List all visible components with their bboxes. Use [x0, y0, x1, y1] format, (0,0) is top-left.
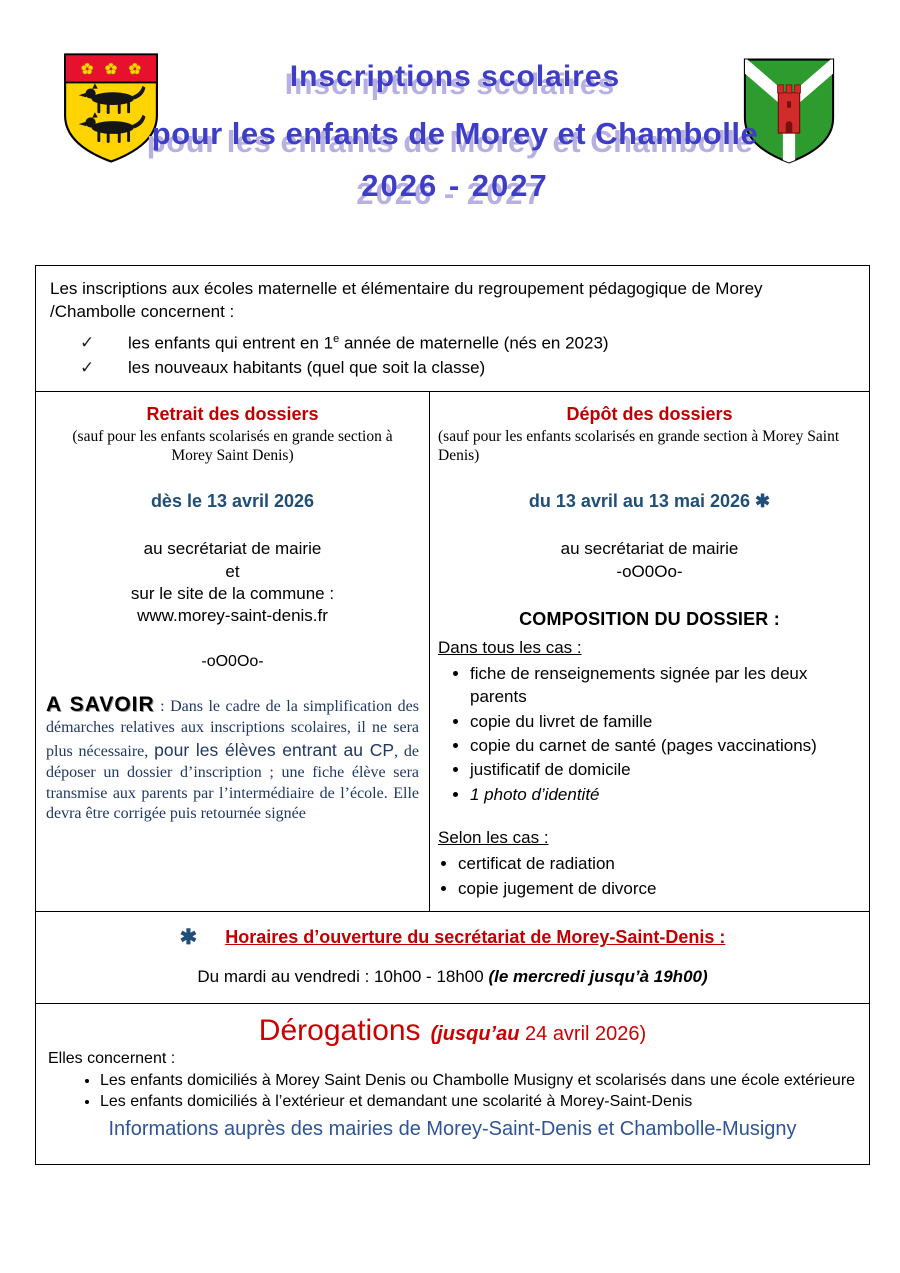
superscript-e: e: [333, 332, 340, 345]
retrait-heading: Retrait des dossiers: [146, 403, 319, 424]
retrait-date: dès le 13 avril 2026: [150, 491, 315, 512]
list-item: • 1 photo d’identité: [470, 783, 861, 806]
document-title: [150, 60, 760, 204]
retrait-column: [36, 392, 430, 912]
composition-heading: COMPOSITION DU DOSSIER :: [519, 608, 780, 629]
morey-coat-of-arms: [60, 50, 162, 171]
derogations-title: Dérogations: [258, 1014, 421, 1048]
title-line-1: Inscriptions scolaires: [289, 60, 621, 93]
derogations-deadline-date: 24 avril 2026): [519, 1023, 647, 1046]
horaires-times: [46, 967, 859, 987]
dossiers-section: [36, 392, 869, 913]
a-savoir-label: A SAVOIR: [46, 692, 155, 716]
title-line-3: 2026 - 2027: [361, 168, 549, 203]
list-item: • copie du livret de famille: [470, 710, 861, 733]
website-url: www.morey-saint-denis.fr: [137, 605, 328, 625]
horaires-times-note: (le mercredi jusqu’à 19h00): [488, 967, 708, 987]
horaires-heading: Horaires d’ouverture du secrétariat de Morey-Saint-Denis :: [225, 927, 726, 948]
depot-date: [438, 491, 861, 512]
intro-text: Les inscriptions aux écoles maternelle et élémentaire du regroupement pédagogique de Morey /Chambolle concernent :: [50, 279, 763, 321]
intro-section: [36, 266, 869, 392]
horaires-times-normal: Du mardi au vendredi : 10h00 - 18h00: [197, 967, 489, 987]
a-savoir-text-1: Dans le cadre de la simplification des démarches relatives aux inscriptions scolaires, il ne sera plus nécessaire,: [46, 697, 419, 760]
list-item: • certificat de radiation: [458, 852, 861, 875]
retrait-place: [42, 538, 423, 626]
intro-item-1-text: [128, 332, 829, 355]
title-line-2: pour les enfants de Morey et Chambolle: [151, 116, 759, 151]
red-tower: [778, 85, 801, 133]
some-cases-list: [438, 852, 861, 900]
depot-column: [430, 392, 869, 912]
derogations-section: [36, 1004, 869, 1164]
retrait-place-line1: au secrétariat de mairie: [143, 539, 322, 559]
list-item: • Les enfants domiciliés à Morey Saint Denis ou Chambolle Musigny et scolarisés dans une école extérieure: [100, 1070, 861, 1091]
a-savoir-colon: :: [154, 697, 171, 715]
derogations-title-row: [44, 1014, 861, 1048]
all-cases-label: Dans tous les cas :: [438, 637, 582, 657]
ornament-divider: -oO0Oo-: [201, 652, 264, 670]
asterisk-icon: ✱: [755, 491, 771, 512]
depot-place: [438, 538, 861, 582]
a-savoir-text-2: , de déposer un dossier d’inscription ; une fiche élève sera transmise aux parents par l’intermédiaire de l’école. Elle devra être corrigée puis retournée signée: [46, 742, 419, 823]
list-item: • fiche de renseignements signée par les deux parents: [470, 662, 861, 709]
a-savoir-paragraph: [46, 691, 419, 825]
depot-place-line: au secrétariat de mairie: [560, 539, 739, 559]
list-item: • copie jugement de divorce: [458, 877, 861, 900]
intro-item-1-post: année de maternelle (nés en 2023): [339, 333, 609, 353]
derogations-deadline-italic: (jusqu’au: [430, 1023, 520, 1046]
derogations-lead: Elles concernent :: [48, 1050, 176, 1068]
retrait-place-line2: et: [225, 561, 240, 581]
check-icon: ✓: [80, 357, 95, 377]
morey-coat-of-arms-image: [60, 50, 162, 166]
retrait-place-line3: sur le site de la commune :: [130, 583, 335, 603]
cp-highlight-text: pour les élèves entrant au CP: [154, 739, 395, 760]
check-icon: ✓: [80, 332, 95, 352]
retrait-subnote: (sauf pour les enfants scolarisés en grande section à Morey Saint Denis): [72, 427, 393, 465]
intro-item-1-pre: les enfants qui entrent en 1: [128, 333, 334, 353]
all-cases-list: [438, 662, 861, 807]
intro-item-1: [50, 332, 829, 355]
list-item: • justificatif de domicile: [470, 758, 861, 781]
horaires-heading-row: [46, 925, 859, 950]
ornament-divider: -oO0Oo-: [616, 561, 683, 581]
list-item: • Les enfants domiciliés à l’extérieur et demandant une scolarité à Morey-Saint-Denis: [100, 1091, 861, 1112]
intro-item-2: [50, 357, 829, 379]
depot-heading: Dépôt des dossiers: [566, 403, 733, 424]
document-body: [35, 265, 870, 1165]
depot-date-text: du 13 avril au 13 mai 2026: [528, 491, 751, 512]
depot-subnote: (sauf pour les enfants scolarisés en grande section à Morey Saint Denis): [438, 427, 840, 465]
intro-item-2-text: les nouveaux habitants (quel que soit la classe): [128, 357, 486, 377]
derogations-footer: Informations auprès des mairies de Morey-Saint-Denis et Chambolle-Musigny: [108, 1117, 797, 1140]
horaires-section: [36, 912, 869, 1004]
some-cases-label: Selon les cas :: [438, 828, 549, 848]
asterisk-icon: ✱: [179, 926, 198, 950]
derogations-list: [44, 1070, 861, 1112]
list-item: • copie du carnet de santé (pages vaccinations): [470, 734, 861, 757]
